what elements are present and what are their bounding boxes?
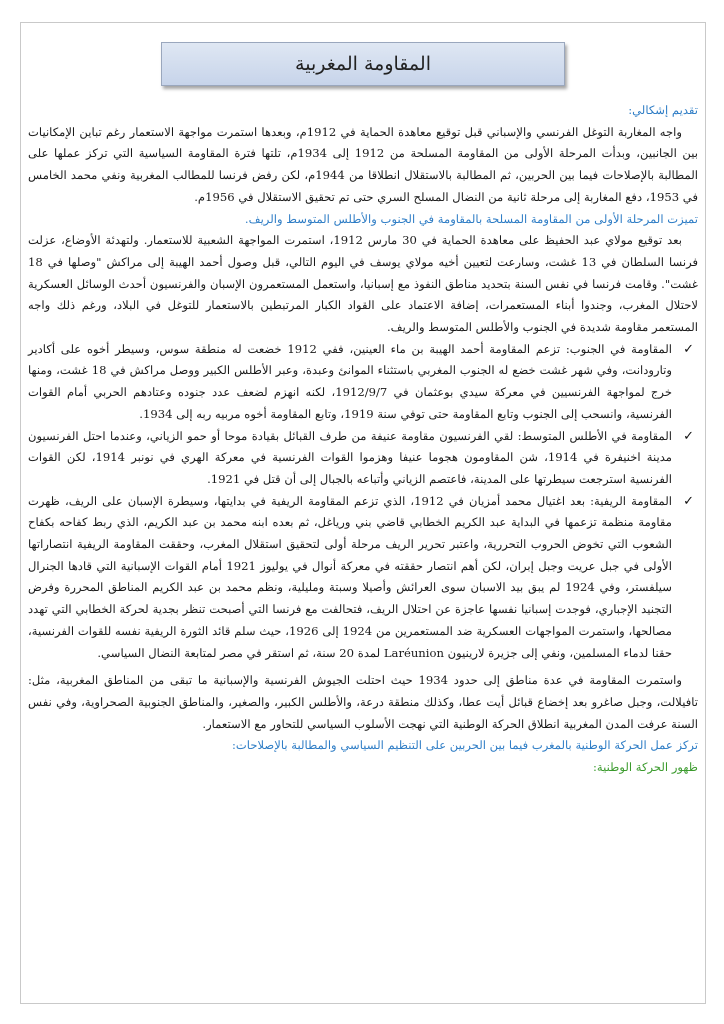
intro-heading: تقديم إشكالي: (628, 103, 698, 117)
section3-heading: ظهور الحركة الوطنية: (593, 760, 698, 775)
bullet-text: المقاومة في الجنوب: تزعم المقاومة أحمد الهيبة بن ماء العينين، ففي 1912 خضعت له منطقة سوس، وسيطر أخوه على أكادير وتارودانت، وفي شهر غشت خضع له الجنوب المغربي باستثناء الموانئ وعبدة، وعبر الأطلس الكبير ووصل مراكش في 18 غشت، ومنها خرج لمواجهة الفرنسيين في معركة سيدي بوعثمان في 1912/9/7، لكنه انهزم لضعف عدد جنوده وعتادهم الحربي أمام القوات الفرنسية، وانسحب إلى الجنوب وتابع المقاومة حتى توفي سنة 1919، وتابع المقاومة أخوه مربيه ربه إلى 1934. (28, 341, 672, 421)
document-body (28, 100, 698, 779)
section1-heading: تميزت المرحلة الأولى من المقاومة المسلحة بالمقاومة في الجنوب والأطلس المتوسط والريف. (244, 211, 698, 226)
checkmark-icon: ✓ (683, 341, 694, 357)
intro-paragraph: واجه المغاربة التوغل الفرنسي والإسباني قبل توقيع معاهدة الحماية في 1912م، وبعدها استمرت مواجهة الاستعمار رغم تباين الإمكانيات بين الجانبين، وبدأت المرحلة الأولى من المقاومة المسلحة من 1912 إلى 1934م، تلتها فترة المقاومة السياسية التي تركز عملها على المطالبة بالإصلاحات فيما بين الحربين، ثم المطالبة بالاستقلال انطلاقا من 1944م، لكن رفض فرنسا للمطالب المغربية ونفي محمد الخامس في 1953، دفع المغاربة إلى مرحلة ثانية من النضال المسلح السري حتى تم تحقيق الاستقلال في 1956م. (28, 124, 698, 204)
bullet-text: المقاومة الريفية: بعد اغتيال محمد أمزيان في 1912، الذي تزعم المقاومة الريفية في بدايتها، وسيطرة الإسبان على الريف، ظهرت مقاومة منظمة تزعمها في البداية عبد الكريم الخطابي قاضي بني ورياغل، ثم بعده ابنه محمد بن عبد الكريم، الذي ربط كفاحه بكفاح الشعوب التي تخوض الحروب التحررية، واعتبر تحرير الريف مرحلة أولى لتحقيق استقلال المغرب، وحققت المقاومة الريفية انتصاراتها الأولى في جبل عريت وجبل إبران، لكن أهم انتصار حققته في معركة أنوال في يوليوز 1921 أمام القوات الإسبانية التي قادها الجنرال سيلفستر، وفي 1924 لم يبق بيد الاسبان سوى العرائش وأصيلا وسبتة ومليلية، ونظم محمد بن عبد الكريم المناطق المحررة وفرض التجنيد الإجباري، فوجدت إسبانيا نفسها عاجزة عن احتلال الريف، فتحالفت مع فرنسا التي أصبحت تنظر بجدية لحركة الخطابي التي تهدد مصالحها، واستمرت المواجهات العسكرية ضد المستعمرين من 1924 إلى 1926، حيث سلم قائد الثورة الريفية نفسه للقوات الفرنسية، حقنا لدماء المسلمين، ونفي إلى جزيرة لارينيون Laréunion لمدة 20 سنة، ثم استقر في مصر لمتابعة النضال السياسي. (28, 493, 673, 660)
bullet-south (28, 339, 698, 426)
bullet-rif (28, 491, 698, 665)
closing-paragraph: واستمرت المقاومة في عدة مناطق إلى حدود 1934 حيث احتلت الجيوش الفرنسية والإسبانية ما تبقى من المناطق المغربية، مثل: تافيلالت، وجبل صاغرو بعد إخضاع قبائل أيت عطا، وكذلك منطقة درعة، والأطلس الكبير، والصغير، والمناطق الجنوبية الصحراوية، وفي نفس السنة عرفت المدن المغربية انطلاق الحركة الوطنية التي نهجت الأسلوب السياسي للتحاور مع الاستعمار. (28, 673, 698, 731)
checkmark-icon: ✓ (683, 428, 694, 444)
bullet-middle-atlas (28, 426, 698, 491)
checkmark-icon: ✓ (683, 493, 694, 509)
page-title: المقاومة المغربية (161, 42, 565, 86)
bullet-text: المقاومة في الأطلس المتوسط: لقي الفرنسيون مقاومة عنيفة من طرف القبائل بقيادة موحا أو حمو الزياني، وعندما احتل الفرنسيون مدينة اخنيفرة في 1914، شن المقاومون هجوما عنيفا وهزموا القوات الفرنسية في معركة الهري في نونبر 1914، لكن القوات الفرنسية استرجعت سيطرتها على المدينة، فاعتصم الزياني وأتباعه بالجبال إلى أن قتل في 1921. (28, 428, 672, 486)
section2-heading: تركز عمل الحركة الوطنية بالمغرب فيما بين الحربين على التنظيم السياسي والمطالبة بالإصلاحات: (231, 738, 698, 753)
section1-paragraph: بعد توقيع مولاي عبد الحفيظ على معاهدة الحماية في 30 مارس 1912، استمرت المواجهة الشعبية للاستعمار. ولتهدئة الأوضاع، عزلت فرنسا السلطان في 13 غشت، وسارعت لتعيين أخيه مولاي يوسف في اليوم التالي، قبل وصول أحمد الهيبة إلى مراكش "وصلها في 18 غشت". وقامت فرنسا في نفس السنة بتحديد مناطق النفوذ مع إسبانيا، واستعمل المستعمرون الإسبان والفرنسيون أحدث الوسائل العسكرية لاحتلال المغرب، وجندوا أبناء المستعمرات، إضافة الاعتماد على القواد الكبار المرتبطين بالاستعمار للتوغل في البلاد، ورغم ذلك واجه المستعمر مقاومة شديدة في الجنوب والأطلس المتوسط والريف. (28, 233, 699, 335)
